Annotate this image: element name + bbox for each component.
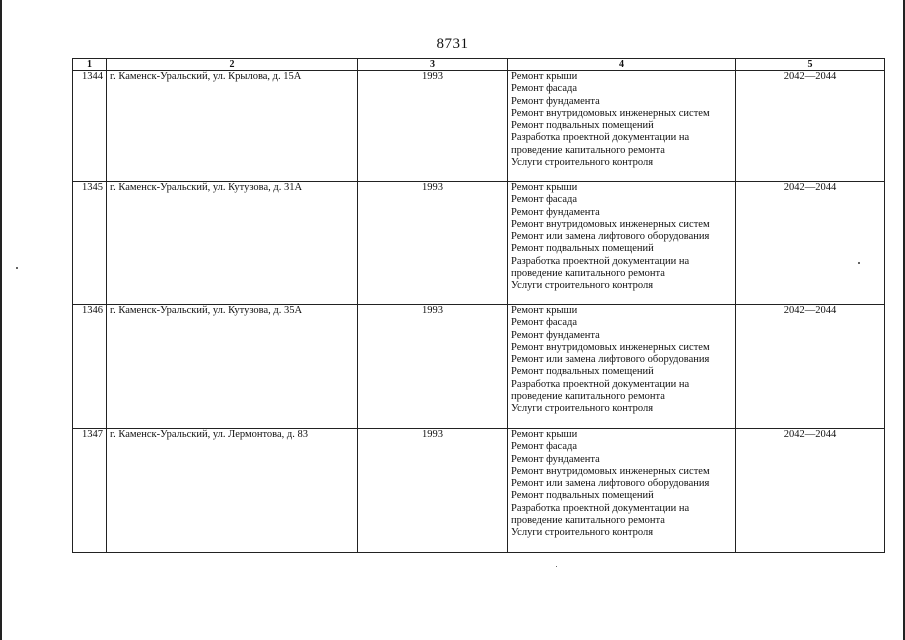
work-item: Разработка проектной документации на bbox=[511, 255, 690, 267]
table-header-row bbox=[73, 59, 885, 71]
scan-speck bbox=[556, 566, 557, 567]
header-col-5: 5 bbox=[736, 59, 885, 71]
page-number: 8731 bbox=[436, 36, 469, 52]
row-works bbox=[508, 182, 736, 305]
work-item: проведение капитального ремонта bbox=[511, 515, 665, 527]
row-number: 1345 bbox=[73, 182, 107, 305]
work-item: Ремонт внутридомовых инженерных систем bbox=[511, 107, 710, 119]
header-col-3: 3 bbox=[358, 59, 508, 71]
work-item: Ремонт фасада bbox=[511, 441, 578, 453]
work-item: Ремонт подвальных помещений bbox=[511, 366, 654, 378]
row-number: 1347 bbox=[73, 429, 107, 553]
work-item: Ремонт фундамента bbox=[511, 453, 600, 465]
scan-speck bbox=[16, 267, 18, 269]
row-period: 2042—2044 bbox=[736, 429, 885, 553]
table-row bbox=[73, 182, 885, 305]
row-period: 2042—2044 bbox=[736, 182, 885, 305]
work-item: Ремонт внутридомовых инженерных систем bbox=[511, 218, 710, 230]
work-item: проведение капитального ремонта bbox=[511, 144, 665, 156]
row-works bbox=[508, 71, 736, 182]
scan-speck bbox=[858, 262, 860, 264]
header-col-4: 4 bbox=[508, 59, 736, 71]
work-item: Ремонт подвальных помещений bbox=[511, 490, 654, 502]
work-item: Ремонт крыши bbox=[511, 71, 578, 82]
work-item: Ремонт или замена лифтового оборудования bbox=[511, 478, 710, 490]
work-item: Ремонт крыши bbox=[511, 305, 578, 316]
work-item: Ремонт фасада bbox=[511, 317, 578, 329]
row-number: 1344 bbox=[73, 71, 107, 182]
work-item: Ремонт внутридомовых инженерных систем bbox=[511, 341, 710, 353]
work-item: Разработка проектной документации на bbox=[511, 502, 690, 514]
work-item: Услуги строительного контроля bbox=[511, 157, 654, 169]
work-item: Ремонт крыши bbox=[511, 182, 578, 193]
table-row bbox=[73, 305, 885, 429]
row-address: г. Каменск-Уральский, ул. Лермонтова, д. 83 bbox=[107, 429, 358, 553]
work-item: Ремонт фасада bbox=[511, 83, 578, 95]
row-year: 1993 bbox=[358, 71, 508, 182]
table-row bbox=[73, 71, 885, 182]
row-address: г. Каменск-Уральский, ул. Крылова, д. 15А bbox=[107, 71, 358, 182]
work-item: Ремонт или замена лифтового оборудования bbox=[511, 354, 710, 366]
work-item: Ремонт фасада bbox=[511, 194, 578, 206]
header-col-1: 1 bbox=[73, 59, 107, 71]
scan-edge-left bbox=[0, 0, 2, 640]
row-year: 1993 bbox=[358, 429, 508, 553]
row-year: 1993 bbox=[358, 305, 508, 429]
work-item: Разработка проектной документации на bbox=[511, 378, 690, 390]
row-works bbox=[508, 305, 736, 429]
work-item: Ремонт фундамента bbox=[511, 95, 600, 107]
work-item: Услуги строительного контроля bbox=[511, 527, 654, 539]
works-table bbox=[72, 58, 885, 553]
row-period: 2042—2044 bbox=[736, 71, 885, 182]
row-period: 2042—2044 bbox=[736, 305, 885, 429]
work-item: Ремонт фундамента bbox=[511, 329, 600, 341]
work-item: Услуги строительного контроля bbox=[511, 403, 654, 415]
work-item: Ремонт внутридомовых инженерных систем bbox=[511, 465, 710, 477]
row-number: 1346 bbox=[73, 305, 107, 429]
row-address: г. Каменск-Уральский, ул. Кутузова, д. 35А bbox=[107, 305, 358, 429]
work-item: Разработка проектной документации на bbox=[511, 132, 690, 144]
work-item: Ремонт крыши bbox=[511, 429, 578, 440]
work-item: Ремонт подвальных помещений bbox=[511, 120, 654, 132]
row-address: г. Каменск-Уральский, ул. Кутузова, д. 31А bbox=[107, 182, 358, 305]
header-col-2: 2 bbox=[107, 59, 358, 71]
table-row bbox=[73, 429, 885, 553]
work-item: Ремонт фундамента bbox=[511, 206, 600, 218]
row-works bbox=[508, 429, 736, 553]
work-item: Услуги строительного контроля bbox=[511, 280, 654, 292]
work-item: Ремонт или замена лифтового оборудования bbox=[511, 231, 710, 243]
work-item: проведение капитального ремонта bbox=[511, 268, 665, 280]
work-item: Ремонт подвальных помещений bbox=[511, 243, 654, 255]
row-year: 1993 bbox=[358, 182, 508, 305]
work-item: проведение капитального ремонта bbox=[511, 391, 665, 403]
